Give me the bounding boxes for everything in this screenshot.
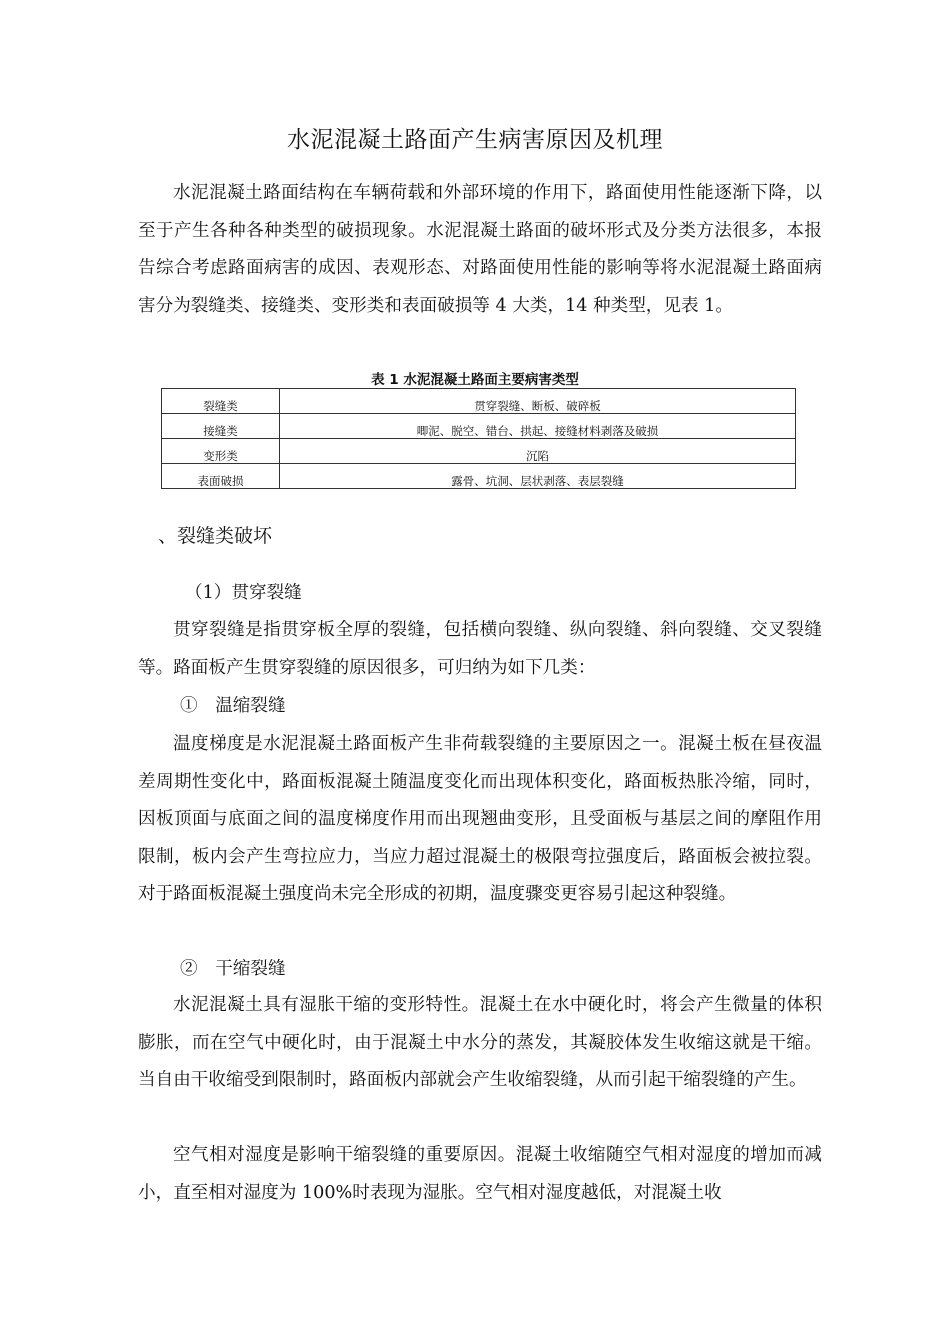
subsection-heading: （1）贯穿裂缝 — [185, 583, 302, 603]
table-cell-category: 变形类 — [162, 439, 280, 464]
table-cell-category: 表面破损 — [162, 464, 280, 489]
table-cell-category: 裂缝类 — [162, 389, 280, 414]
table-row — [162, 439, 796, 464]
table-row — [162, 414, 796, 439]
disease-type-table — [161, 388, 796, 489]
table-caption: 表 1 水泥混凝土路面主要病害类型 — [371, 372, 579, 388]
through-cracks-paragraph: 贯穿裂缝是指贯穿板全厚的裂缝，包括横向裂缝、纵向裂缝、斜向裂缝、交叉裂缝等。路面板产生贯穿裂缝的原因很多，可归纳为如下几类： — [138, 620, 822, 678]
table-cell-types: 贯穿裂缝、断板、破碎板 — [280, 389, 796, 414]
table-row — [162, 464, 796, 489]
page-title: 水泥混凝土路面产生病害原因及机理 — [287, 127, 663, 153]
list-item-temperature: ① 温缩裂缝 — [180, 696, 286, 716]
drying-paragraph-2: 空气相对湿度是影响干缩裂缝的重要原因。混凝土收缩随空气相对湿度的增加而减小，直至相对湿度为 100%时表现为湿胀。空气相对湿度越低，对混凝土收 — [138, 1145, 822, 1203]
table-cell-types: 露骨、坑洞、层状剥落、表层裂缝 — [280, 464, 796, 489]
table-cell-category: 接缝类 — [162, 414, 280, 439]
drying-paragraph-1: 水泥混凝土具有湿胀干缩的变形特性。混凝土在水中硬化时，将会产生微量的体积膨胀，而在空气中硬化时，由于混凝土中水分的蒸发，其凝胶体发生收缩这就是干缩。当自由干收缩受到限制时，路面板内部就会产生收缩裂缝，从而引起干缩裂缝的产生。 — [138, 995, 822, 1090]
section-heading: 、裂缝类破坏 — [158, 525, 273, 547]
intro-paragraph: 水泥混凝土路面结构在车辆荷载和外部环境的作用下，路面使用性能逐渐下降，以至于产生各种各种类型的破损现象。水泥混凝土路面的破坏形式及分类方法很多，本报告综合考虑路面病害的成因、表观形态、对路面使用性能的影响等将水泥混凝土路面病害分为裂缝类、接缝类、变形类和表面破损等 4 大类，14 种类型，见表 1。 — [138, 183, 822, 316]
temperature-paragraph: 温度梯度是水泥混凝土路面板产生非荷载裂缝的主要原因之一。混凝土板在昼夜温差周期性变化中，路面板混凝土随温度变化而出现体积变化，路面板热胀冷缩，同时，因板顶面与底面之间的温度梯度作用而出现翘曲变形，且受面板与基层之间的摩阻作用限制，板内会产生弯拉应力，当应力超过混凝土的极限弯拉强度后，路面板会被拉裂。对于路面板混凝土强度尚未完全形成的初期，温度骤变更容易引起这种裂缝。 — [138, 734, 822, 904]
table-row — [162, 389, 796, 414]
list-item-drying: ② 干缩裂缝 — [180, 959, 286, 979]
table-cell-types: 沉陷 — [280, 439, 796, 464]
table-cell-types: 唧泥、脱空、错台、拱起、接缝材料剥落及破损 — [280, 414, 796, 439]
